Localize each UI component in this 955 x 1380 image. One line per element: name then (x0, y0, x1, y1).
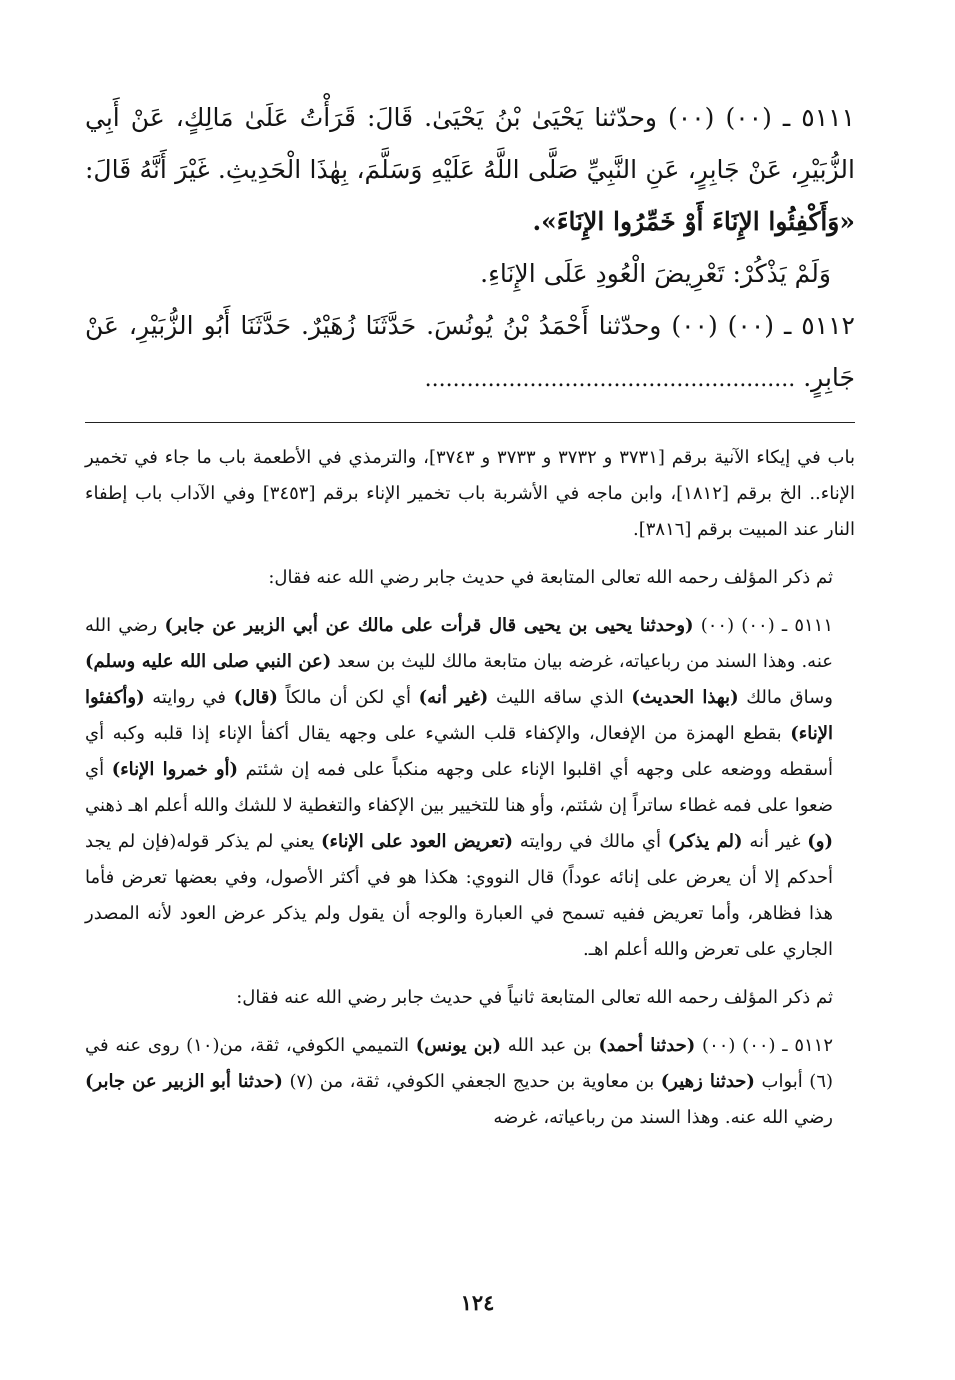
hadith-5111: ٥١١١ ـ (٠٠) (٠٠) وحدّثنا يَحْيَىٰ بْنُ يَحْيَىٰ. قَالَ: قَرَأْتُ عَلَىٰ مَالِكٍ، عَنْ أَبِي الزُّبَيْرِ، عَنْ جَابِرٍ، عَنِ النَّبِيِّ صَلَّى اللَّهُ عَلَيْهِ وَسَلَّمَ، بِهٰذَا الْحَدِيثِ. غَيْرَ أَنَّهُ قَالَ: «وَأَكْفِئُوا الإِنَاءَ أَوْ خَمِّرُوا الإِنَاءَ». (85, 103, 855, 236)
commentary-references: باب في إيكاء الآنية برقم [٣٧٣١ و ٣٧٣٢ و ٣٧٣٣ و ٣٧٤٣]، والترمذي في الأطعمة باب ما جاء في تخمير الإناء.. الخ برقم [١٨١٢]، وابن ماجه في الأشربة باب تخمير الإناء برقم [٣٤٥٣] وفي الآداب باب إطفاء النار عند المبيت برقم [٣٨١٦]. (85, 447, 855, 540)
hadith-text (85, 92, 855, 406)
commentary-intro-1: ثم ذكر المؤلف رحمه الله تعالى المتابعة في حديث جابر رضي الله عنه فقال: (268, 567, 833, 588)
hadith-5111-quote: «وَأَكْفِئُوا الإِنَاءَ أَوْ خَمِّرُوا الإِنَاءَ». (532, 207, 855, 236)
commentary-intro-2: ثم ذكر المؤلف رحمه الله تعالى المتابعة ثانياً في حديث جابر رضي الله عنه فقال: (236, 987, 833, 1008)
page-number: ١٢٤ (460, 1290, 495, 1315)
commentary (85, 440, 855, 1136)
hadith-5112: ٥١١٢ ـ (٠٠) (٠٠) وحدّثنا أَحْمَدُ بْنُ يُونُسَ. حَدَّثَنَا زُهَيْرٌ. حَدَّثَنَا أَبُو الزُّبَيْرِ، عَنْ جَابِرٍ. ..................................................... (85, 311, 855, 392)
footnote-divider (85, 422, 855, 423)
commentary-5111: ٥١١١ ـ (٠٠) (٠٠) (وحدثنا يحيى بن يحيى قال قرأت على مالك عن أبي الزبير عن جابر) رضي الله عنه. وهذا السند من رباعياته، غرضه بيان متابعة مالك لليث بن سعد (عن النبي صلى الله عليه وسلم) وساق مالك (بهذا الحديث) الذي ساقه الليث (غير أنه) أي لكن أن مالكاً (قال) في روايته (وأكفئوا الإناء) بقطع الهمزة من الإفعال، والإكفاء قلب الشيء على وجهه يقال أكفأ الإناء إذا قلبه وكبه أي أسقطه ووضعه على وجهه أي اقلبوا الإناء على وجهه منكباً على فمه إن شئتم (أو خمروا الإناء) أي ضعوا على فمه غطاء ساتراً إن شئتم، وأو هنا للتخيير بين الإكفاء والتغطية لا للشك والله أعلم اهـ ذهني (و) غير أنه (لم يذكر) أي مالك في روايته (تعريض العود على الإناء) يعني لم يذكر قوله(فإن لم يجد أحدكم إلا أن يعرض على إنائه عوداً) قال النووي: هكذا هو في أكثر الأصول، وفي بعضها تعرض فأما هذا فظاهر، وأما تعريض ففيه تسمح في العبارة والوجه أن يقول ولم يذكر عرض العود لأنه المصدر الجاري على تعرض والله أعلم اهـ. (85, 615, 834, 960)
commentary-5112: ٥١١٢ ـ (٠٠) (٠٠) (حدثنا أحمد) بن عبد الله (بن يونس) التميمي الكوفي، ثقة، من(١٠) روى عنه في (٦) أبواب (حدثنا زهير) بن معاوية بن حديج الجعفي الكوفي، ثقة، من (٧) (حدثنا أبو الزبير عن جابر) رضي الله عنه. وهذا السند من رباعياته، غرضه (85, 1035, 834, 1128)
continuation-dots: ..................................................... (424, 367, 796, 392)
hadith-5111-note: وَلَمْ يَذْكُرْ: تَعْرِيضَ الْعُودِ عَلَى الإِنَاءِ. (480, 259, 831, 288)
